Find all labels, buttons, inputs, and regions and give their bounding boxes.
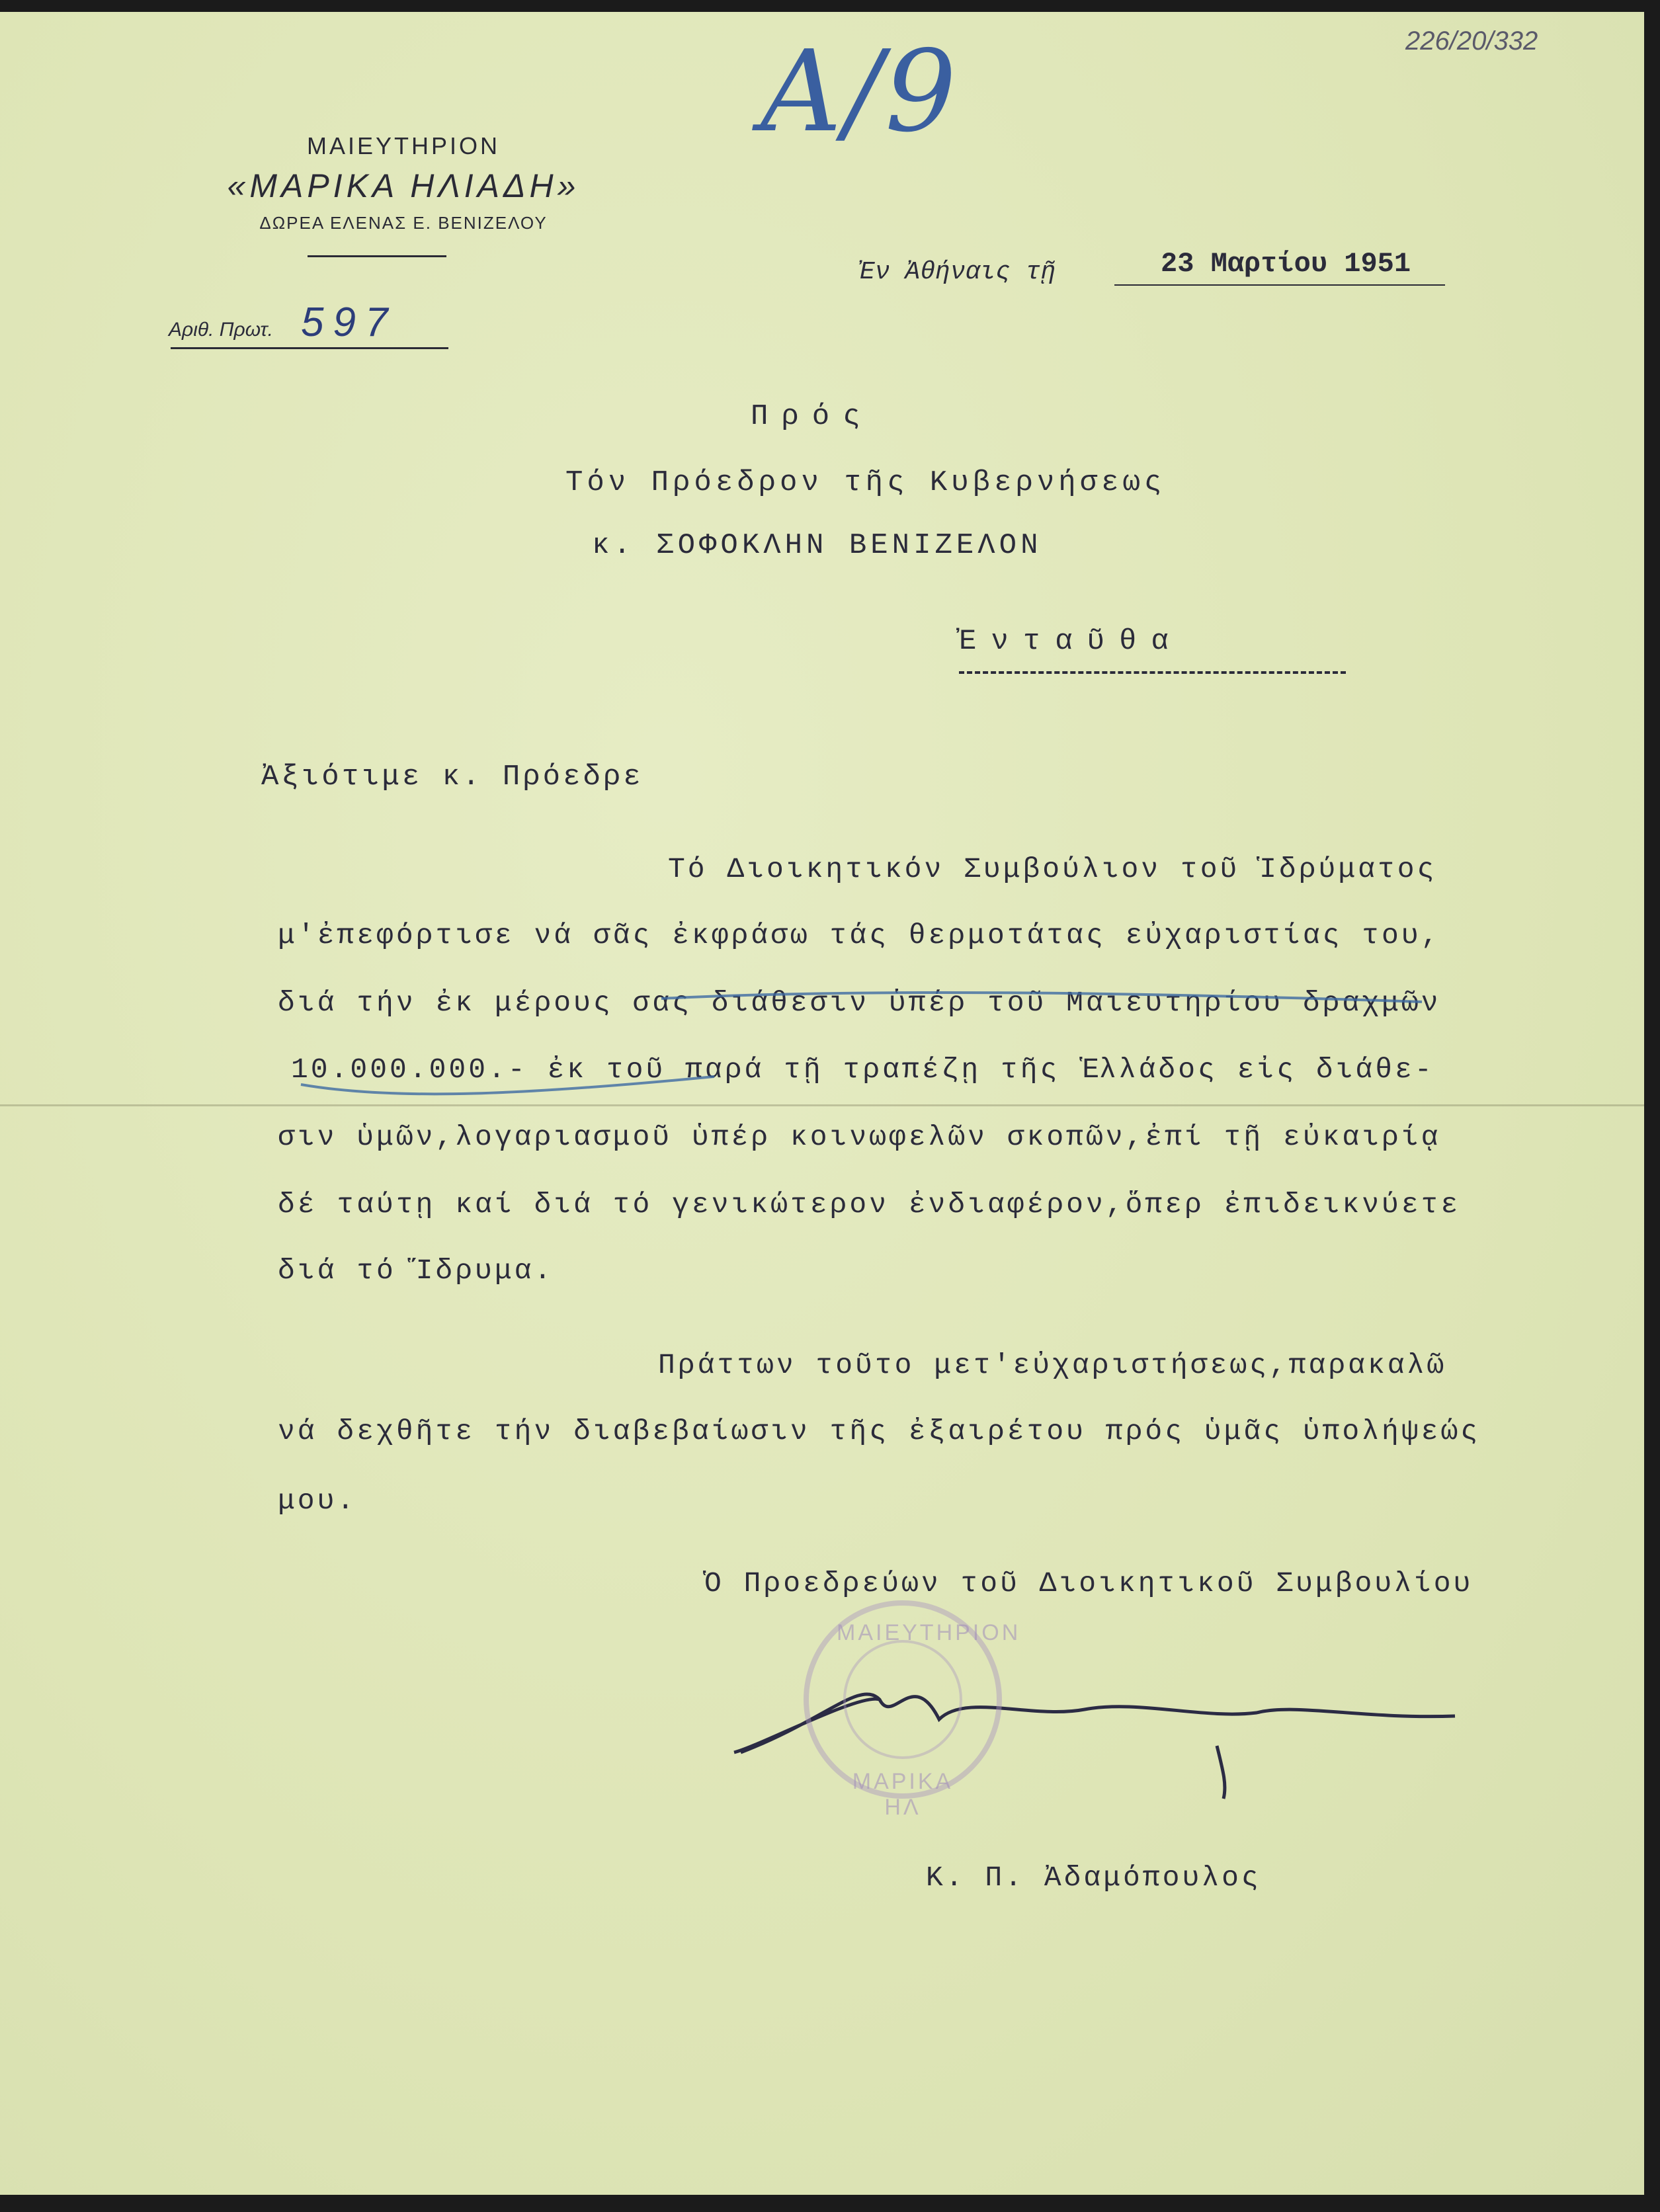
body-line-1: Τό Διοικητικόν Συμβούλιον τοῦ Ἱδρύματος bbox=[668, 853, 1437, 885]
blue-pen-strike-line bbox=[661, 993, 1422, 1002]
salutation: Ἀξιότιμε κ. Πρόεδρε bbox=[261, 760, 643, 794]
recipient-line2: Τόν Πρόεδρον τῆς Κυβερνήσεως bbox=[565, 466, 1166, 499]
institution-stamp-inner bbox=[843, 1640, 962, 1759]
closing-line-1: Πράττων τοῦτο μετ'εὐχαριστήσεως,παρακαλῶ bbox=[658, 1349, 1447, 1381]
body-line-4: 10.000.000.- ἐκ τοῦ παρά τῇ τραπέζῃ τῆς Ἑλλάδος εἰς διάθε- bbox=[291, 1053, 1434, 1086]
body-line-3: διά τήν ἐκ μέρους σας διάθεσιν ὑπέρ τοῦ Μαιευτηρίου δραχμῶν bbox=[278, 987, 1441, 1019]
letterhead-line2: «ΜΑΡΙΚΑ ΗΛΙΑΔΗ» bbox=[227, 167, 580, 204]
body-line-2: μ'ἐπεφόρτισε νά σᾶς ἐκφράσω τάς θερμοτάτας εὐχαριστίας του, bbox=[278, 919, 1441, 952]
signatory-name: Κ. Π. Ἀδαμόπουλος bbox=[926, 1862, 1261, 1894]
dateline-place: Ἐν Ἀθήναις τῇ bbox=[860, 258, 1056, 286]
recipient-line1: Πρός bbox=[751, 400, 874, 433]
closing-line-2: νά δεχθῆτε τήν διαβεβαίωσιν τῆς ἐξαιρέτου πρός ὑμᾶς ὑπολήψεώς bbox=[278, 1415, 1481, 1448]
recipient-line4: Ἐνταῦθα bbox=[959, 625, 1183, 658]
body-line-5: σιν ὑμῶν,λογαριασμοῦ ὑπέρ κοινωφελῶν σκοπῶν,ἐπί τῇ εὐκαιρίᾳ bbox=[278, 1121, 1441, 1153]
protocol-label: Αριθ. Πρωτ. bbox=[169, 319, 273, 341]
dateline-date: 23 Μαρτίου 1951 bbox=[1161, 248, 1411, 280]
body-line-7: διά τό Ἵδρυμα. bbox=[278, 1254, 554, 1287]
stamp-bottom-text: ΜΑΡΙΚΑ ΗΛ bbox=[852, 1769, 954, 1820]
protocol-number: 597 bbox=[301, 300, 397, 345]
signatory-role: Ὁ Προεδρεύων τοῦ Διοικητικοῦ Συμβουλίου bbox=[704, 1567, 1473, 1600]
recipient-line3: κ. ΣΟΦΟΚΛΗΝ ΒΕΝΙΖΕΛΟΝ bbox=[592, 529, 1042, 562]
closing-line-3: μου. bbox=[278, 1485, 357, 1517]
letterhead-line3: ΔΩΡΕΑ ΕΛΕΝΑΣ Ε. ΒΕΝΙΖΕΛΟΥ bbox=[259, 213, 548, 233]
stamp-top-text: ΜΑΙΕΥΤΗΡΙΟΝ bbox=[837, 1620, 1021, 1645]
body-line-6: δέ ταύτῃ καί διά τό γενικώτερον ἐνδιαφέρον,ὅπερ ἐπιδεικνύετε bbox=[278, 1188, 1461, 1221]
archive-reference: 226/20/332 bbox=[1405, 26, 1538, 56]
pencil-annotation: Α/9 bbox=[761, 26, 960, 157]
letterhead-line1: ΜΑΙΕΥΤΗΡΙΟΝ bbox=[306, 132, 501, 159]
blue-pen-underline bbox=[301, 1077, 714, 1094]
